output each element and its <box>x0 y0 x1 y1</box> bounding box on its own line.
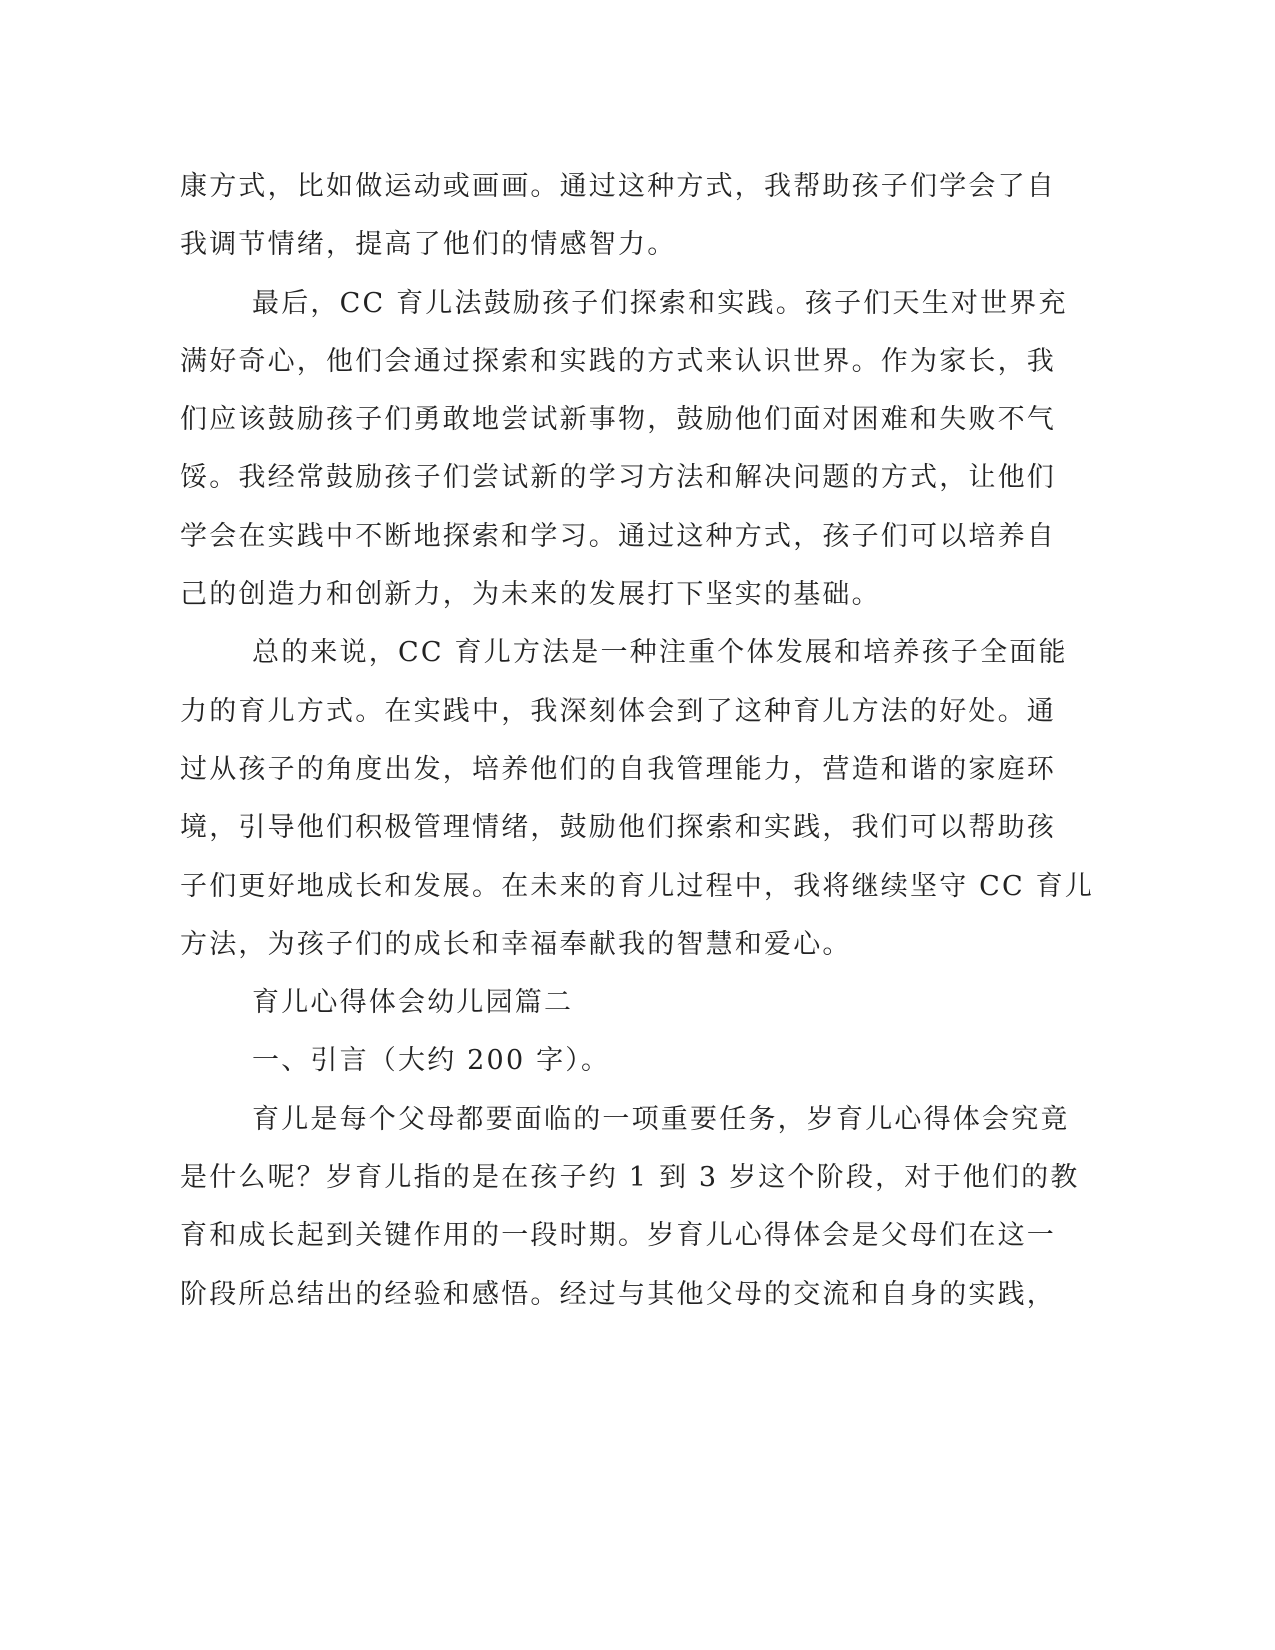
text-line: 力的育儿方式。在实践中，我深刻体会到了这种育儿方法的好处。通 <box>180 695 1056 727</box>
text-line: 馁。我经常鼓励孩子们尝试新的学习方法和解决问题的方式，让他们 <box>180 462 1056 494</box>
paragraph-first-line: 最后，CC 育儿法鼓励孩子们探索和实践。孩子们天生对世界充 <box>252 287 1068 319</box>
paragraph-first-line: 育儿是每个父母都要面临的一项重要任务，岁育儿心得体会究竟 <box>252 1103 1070 1135</box>
paragraph-first-line: 总的来说，CC 育儿方法是一种注重个体发展和培养孩子全面能 <box>252 637 1068 669</box>
text-line: 境，引导他们积极管理情绪，鼓励他们探索和实践，我们可以帮助孩 <box>180 812 1056 844</box>
text-line: 康方式，比如做运动或画画。通过这种方式，我帮助孩子们学会了自 <box>180 171 1056 202</box>
text-line: 己的创造力和创新力，为未来的发展打下坚实的基础。 <box>180 579 881 611</box>
text-line: 满好奇心，他们会通过探索和实践的方式来认识世界。作为家长，我 <box>180 345 1056 377</box>
text-line: 方法，为孩子们的成长和幸福奉献我的智慧和爱心。 <box>180 928 852 960</box>
paragraph-first-line: 一、引言（大约 200 字）。 <box>252 1045 611 1077</box>
text-line: 育和成长起到关键作用的一段时期。岁育儿心得体会是父母们在这一 <box>180 1220 1056 1252</box>
text-line: 学会在实践中不断地探索和学习。通过这种方式，孩子们可以培养自 <box>180 520 1056 552</box>
text-line: 阶段所总结出的经验和感悟。经过与其他父母的交流和自身的实践， <box>180 1278 1056 1310</box>
text-line: 们应该鼓励孩子们勇敢地尝试新事物，鼓励他们面对困难和失败不气 <box>180 404 1056 436</box>
text-line: 子们更好地成长和发展。在未来的育儿过程中，我将继续坚守 CC 育儿 <box>180 870 1095 902</box>
paragraph-first-line: 育儿心得体会幼儿园篇二 <box>252 987 574 1019</box>
text-line: 过从孩子的角度出发，培养他们的自我管理能力，营造和谐的家庭环 <box>180 753 1056 785</box>
document-body <box>180 158 1095 1324</box>
text-line: 是什么呢？岁育儿指的是在孩子约 1 到 3 岁这个阶段，对于他们的教 <box>180 1162 1080 1194</box>
text-line: 我调节情绪，提高了他们的情感智力。 <box>180 229 677 261</box>
